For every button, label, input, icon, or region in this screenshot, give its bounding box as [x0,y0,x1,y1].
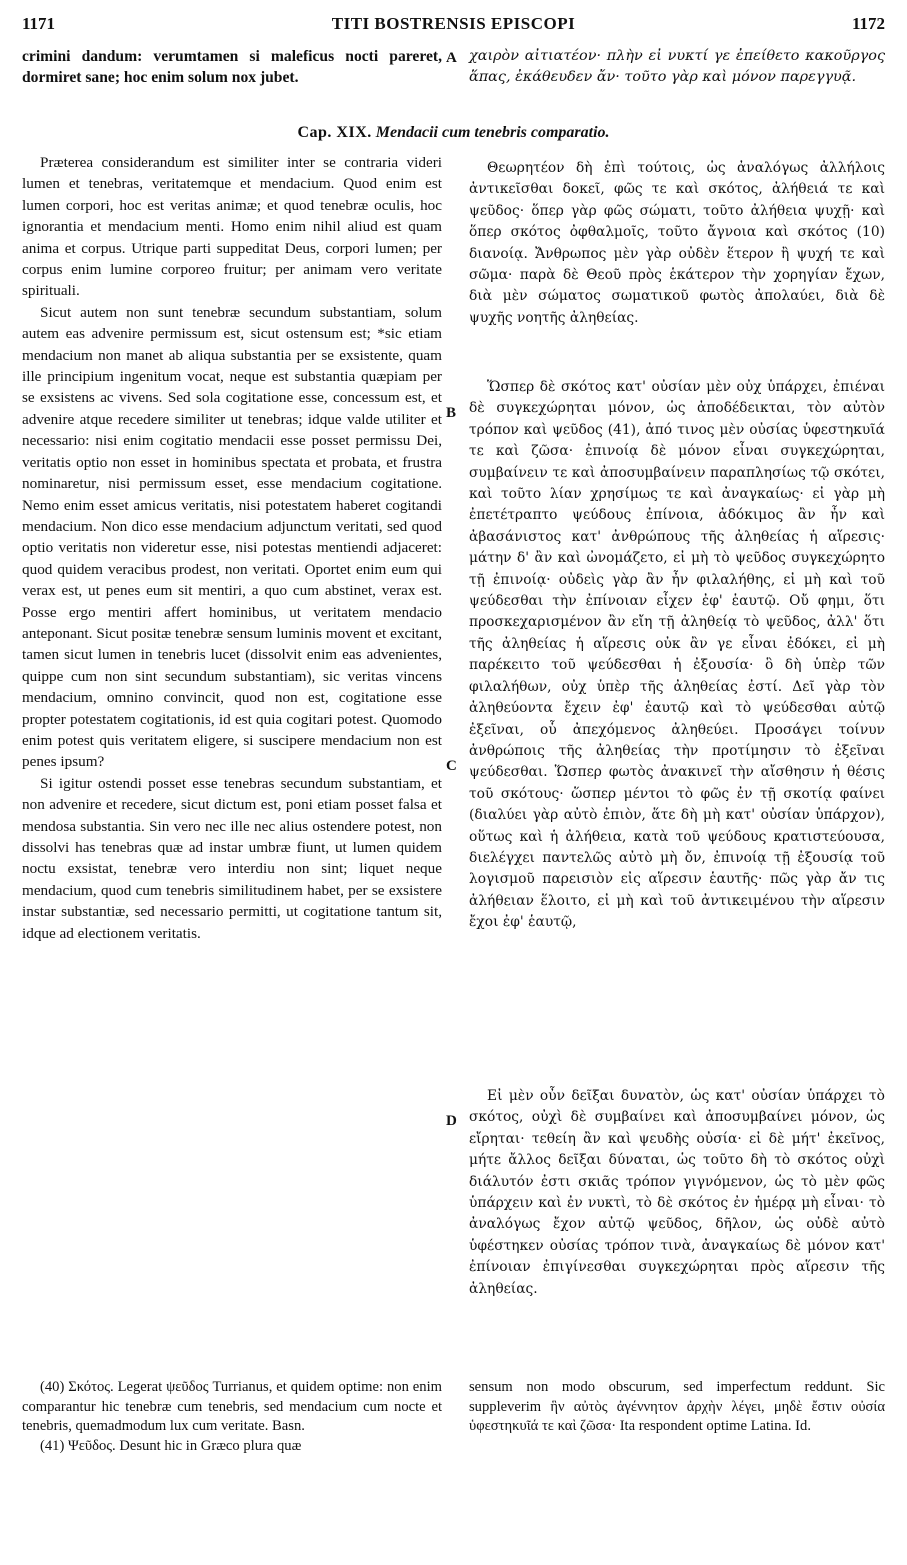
greek-continuation [469,46,885,89]
greek-paragraph-2: Ὥσπερ δὲ σκότος κατ' οὐσίαν μὲν οὐχ ὑπάρχει, ἐπιέναι δὲ συγκεχώρηται μόνον, ὡς ἀποδέδεικται, τὸν αὐτὸν τρόπον καὶ ψεῦδος (41), ἀπό τινος μὲν οὐσίας ὑφεστηκυῖά τε καὶ ζῶσα· ἐπινοίᾳ δὲ μόνον εἶναι συγκεχώρηται, συμβαίνειν τε καὶ ἀποσυμβαίνειν παραπλησίως τῷ σκότει, καὶ τοῦτο λίαν χρησίμως τε καὶ ἀναγκαίως· εἰ γὰρ μὴ ἐπετέτραπτο ψεύδους ἐπίνοια, ἀδόκιμος ἂν ἦν καὶ ἀβασάνιστος κατ' ἀνθρώπους τῆς ἀληθείας ἡ αἵρεσις· μάτην δ' ἂν καὶ ὠνομάζετο, εἰ μὴ τὸ ψεῦδος συγκεχώρητο τῇ ἐπινοίᾳ· οὐδεὶς γὰρ ἂν ἦν φιλαλήθης, εἰ μὴ καὶ τοῦ ψεύδεσθαι τὴν ἐπίνοιαν εἶχεν ἐφ' ἑαυτῷ. Οὔ φημι, ὅτι προσκεχαρισμένον ἂν εἴη τῇ ἀληθείᾳ τὸ ψεῦδος, ἀλλ' ὅτι τῆς ἀληθείας ἡ αἵρεσις οὐκ ἂν γε εἶναι ἐδόκει, εἰ μὴ παρέκειτο τοῦ ψεύδεσθαι ἡ ἐξουσία· ὃ δὴ ὑπὲρ τῶν φιλαλήθων, οὐχ ὑπὲρ τῆς ἀληθείας ἐστί. Δεῖ γὰρ τὸν ἀληθεύοντα ἔχειν ἐφ' ἑαυτῷ καὶ τὸ ψεύδεσθαι αὐτῷ ἐξεῖναι, οὗ ἀπεχόμενος ἀληθεύει. Προσάγει τοίνυν ἀνθρώποις τῆς ἀληθείας τὴν προτίμησιν τὸ ἐξεῖναι ψεύδεσθαι. Ὥσπερ φωτὸς ἀνακινεῖ τὴν αἴσθησιν ἡ θέσις τοῦ σκότους· ὥσπερ μέντοι τὸ φῶς ἐν τῇ σκοτίᾳ φαίνει (διαλύει γὰρ αὐτὸ ἐπιὸν, ἅτε δὴ μὴ κατ' οὐσίαν ὑπάρχον), οὕτως καὶ ἡ ἀλήθεια, κατὰ τοῦ ψεύδους κρατιστεύουσα, διελέγχει παντελῶς αὐτὸ μὴ ὄν, ἐπινοίᾳ τῇ ἐξουσίᾳ τοῦ λογισμοῦ παρεισιὸν εἰς αἵρεσιν ἑαυτῆς· πῶς γὰρ ἄν τις ἀλήθειαν ἕλοιτο, εἰ μὴ καὶ τοῦ ἀντικειμένου τὴν αἵρεσιν ἔχοι ἐφ' ἑαυτῷ, [469,379,885,931]
greek-paragraph-3-block [469,1086,885,1300]
chapter-title: Mendacii cum tenebris comparatio. [375,124,610,141]
margin-letter-b: B [446,405,457,421]
footnote-41: (41) Ψεῦδος. Desunt hic in Græco plura quæ [40,1437,302,1454]
footnotes-left [22,1378,442,1456]
greek-paragraph-3: Εἰ μὲν οὖν δεῖξαι δυνατὸν, ὡς κατ' οὐσίαν ὑπάρχει τὸ σκότος, οὐχὶ δὲ συμβαίνει καὶ ἀποσυμβαίνει μόνον, ὡς εἴρηται· τεθείη ἂν καὶ ψευδὴς οὐσία· εἰ δὲ μήτ' ἐκεῖνος, μήτε ἄλλος δεῖξαι δύναται, ὡς τοῦτο δὴ τὸ σκότος οὐχὶ διάλυτόν ἐστι σκιᾶς τρόπον γιγνόμενον, ὡς τὸ μὲν φῶς ὑπάρχειν καὶ ἐν νυκτὶ, τὸ δὲ σκότος ἐν ἡμέρᾳ μὴ εἶναι· τὸ ἀναλόγως ἔχον αὐτῷ ψεῦδος, δῆλον, ὡς οὐδὲ αὐτὸ ὑφέστηκεν οὐσίας τρόπον τινὰ, ἀναγκαίως δὲ μόνον κατ' ἐπίνοιαν ἐπιγίνεσθαι συγκεχώρηται πρὸς αἵρεσιν τῆς ἀληθείας. [469,1088,885,1297]
chapter-heading [0,124,907,142]
latin-column [22,152,442,944]
latin-paragraph-1: Præterea considerandum est similiter inter se contraria videri lumen et tenebras, veritatemque et mendacium. Quod enim est lumen corpori, hoc est veritas animæ; et quod tenebræ oculis, hoc ignorantia et mendacium menti. Homo enim nihil aliud est quam anima et corpus. Utrique parti suppeditat Deus, corpori lumen; per corpus enim lumine corporeo fruitur; per animam vero veritate spirituali. [22,154,442,300]
running-title: TITI BOSTRENSIS EPISCOPI [331,14,576,33]
chapter-number: Cap. XIX. [297,124,372,141]
latin-paragraph-2: Sicut autem non sunt tenebræ secundum substantiam, solum autem eas advenire permissum est, sicut ostensum est; *sic etiam mendacium non manet ab aliqua substantia per se exsistente, quam ille principium ingenitum vocat, neque est substantia quæpiam per se exsistens ac vivens. Sed sola cogitatione esse, concessum est, et advenire atque recedere similiter ut tenebras; idque valde utiliter et necessario: nisi enim cogitatio mendacii esse posset permissu Dei, veritatis optio non esset in hominibus spectata et probata, et frustra nominaretur, nisi permissum esset, esse mendacium cogitatione. Nemo enim esset amicus veritatis, nisi potestatem haberet cogitandi mendacium. Non dico esse mendacium adjunctum veritati, sed quod optio veritatis non videretur esse, nisi potestas mentiendi adjaceret: quod quidem veracibus prodest, non veritati. Oportet enim eum qui verax est, ut penes eum sit mentiri, a quo cum abstinet, verax est. Posse ergo mentiri affert hominibus, ut veritatem mendacio anteponant. Sicut positæ tenebræ sensum luminis movent et excitant, tamen sicut lumen in tenebris lucet (dissolvit enim eas advenientes, quippe cum non sint secundum substantiam), sic veritas vincens mendacium, omnino convincit, quod non est, cogitatione esse propter potestatem cogitationis, id est quia cogitari potest. Quomodo enim potest quis veritatem eligere, si suscipere mendacium non est penes ipsum? [22,303,442,771]
margin-letter-c: C [446,758,457,774]
page-number-right: 1172 [851,14,885,33]
latin-top-text: crimini dandum: verumtamen si maleficus nocti pareret, dormiret sane; hoc enim solum nox jubet. [22,48,442,87]
greek-paragraph-1: Θεωρητέον δὴ ἐπὶ τούτοις, ὡς ἀναλόγως ἀλλήλοις ἀντικεῖσθαι δοκεῖ, φῶς τε καὶ σκότος, ἀλήθειά τε καὶ ψεῦδος· ὅπερ γὰρ φῶς σώματι, τοῦτο ἀλήθεια ψυχῇ· καὶ ὅπερ σκότος ὀφθαλμοῖς, τοῦτο ἄγνοια καὶ σκότος (10) διανοίᾳ. Ἄνθρωπος μὲν γὰρ οὐδὲν ἕτερον ἢ ψυχή τε καὶ σῶμα· παρὰ δὲ Θεοῦ πρὸς ἑκάτερον τὴν χορηγίαν ἔχων, διὰ μὲν σώματος σωματικοῦ φωτὸς ἀπολαύει, διὰ δὲ ψυχῆς νοητῆς ἀληθείας. [469,160,885,326]
latin-continuation [22,46,442,89]
page-number-left: 1171 [22,14,56,33]
margin-letter-d: D [446,1113,457,1129]
running-header [22,14,885,38]
greek-top-text: χαιρὸν αἰτιατέον· πλὴν εἰ νυκτί γε ἐπείθετο κακοῦργος ἅπας, ἐκάθευδεν ἄν· τοῦτο γὰρ καὶ μόνον παρεγγυᾷ. [469,48,885,86]
latin-paragraph-3: Si igitur ostendi posset esse tenebras secundum substantiam, et non advenire et recedere, sicut dictum est, poni etiam posset falsa et mendosa substantia. Sin vero nec ille nec alius ostendere potest, non dissolvi has tenebras quæ ad instar umbræ fiunt, ut lumen quidem noctu exsistat, tenebræ vero interdiu non sint; liquet neque mendacium, quod cum tenebris similitudinem habet, per se exsistere instar substantiæ, sed necessario permitti, ut cogitatione tantum sit, idque ad electionem veritatis. [22,774,442,942]
greek-paragraph-1-block [469,158,885,329]
footnotes-right [469,1378,885,1437]
margin-letter-a: A [446,50,457,66]
footnote-40: (40) Σκότος. Legerat ψεῦδος Turrianus, et quidem optime: non enim comparantur hic tenebræ cum tenebris, sed mendacium cum nocte et tenebris, quemadmodum lux cum veritate. Basn. [22,1379,442,1434]
footnote-41-continuation: sensum non modo obscurum, sed imperfectum reddunt. Sic suppleverim ἣν αὐτὸς ἀγέννητον ἀρχὴν λέγει, μηδὲ ἔστιν οὐσία ὑφεστηκυῖά τε καὶ ζῶσα· Ita respondent optime Latina. Id. [469,1379,885,1434]
greek-paragraph-2-block [469,377,885,934]
